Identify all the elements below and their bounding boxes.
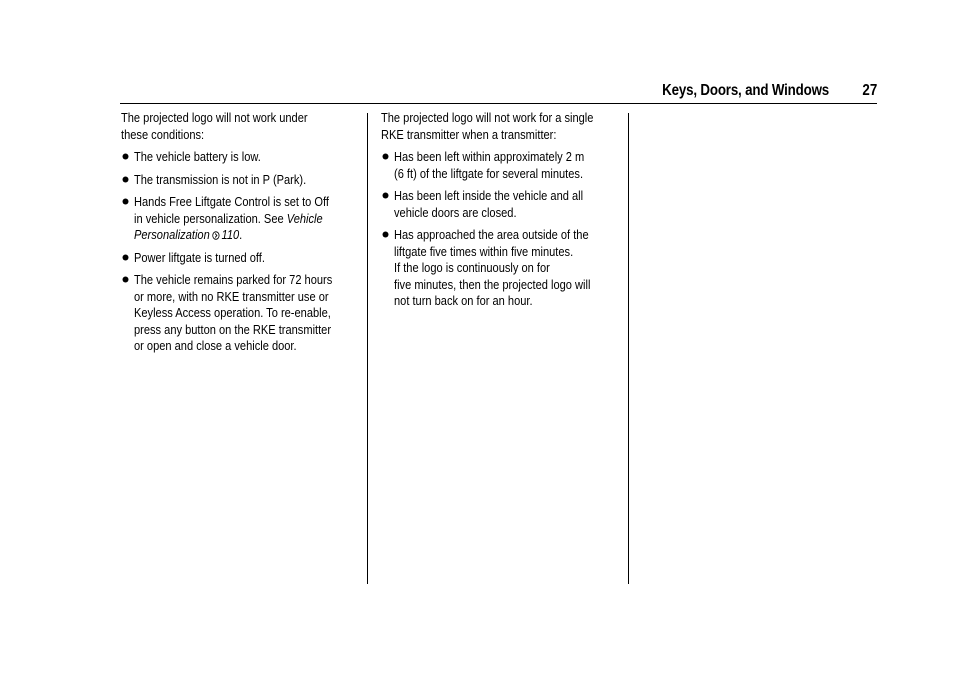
text-line	[134, 211, 321, 228]
cross-reference-link[interactable]: Personalization	[134, 227, 210, 242]
text-line	[134, 227, 321, 244]
text-line: Has been left inside the vehicle and all	[394, 188, 584, 203]
page-header	[120, 82, 877, 104]
text-line: Hands Free Liftgate Control is set to Off	[134, 194, 329, 209]
list-item	[381, 227, 617, 310]
text-line: five minutes, then the projected logo will	[394, 276, 591, 292]
text-line: RKE transmitter when a transmitter:	[381, 126, 557, 142]
section-title: Keys, Doors, and Windows	[662, 82, 829, 99]
text-fragment: .	[239, 227, 243, 242]
column-divider-right	[628, 113, 629, 584]
text-fragment: in vehicle personalization. See	[134, 210, 287, 226]
cross-reference-link[interactable]: Vehicle	[286, 210, 323, 226]
text-line: (6 ft) of the liftgate for several minutes.	[394, 165, 584, 181]
list-item	[121, 272, 357, 355]
transmitter-conditions-list	[381, 149, 617, 310]
conditions-list	[121, 149, 357, 355]
round-bullet-icon	[122, 276, 129, 283]
list-item	[121, 149, 357, 166]
list-item	[121, 250, 357, 267]
column-1	[121, 110, 357, 361]
page-reference-arrow-icon	[212, 228, 220, 237]
header-rule	[120, 103, 877, 104]
text-line: Has been left within approximately 2 m	[394, 149, 585, 164]
round-bullet-icon	[382, 192, 389, 199]
text-line: or open and close a vehicle door.	[134, 338, 297, 353]
text-line: Has approached the area outside of the	[394, 227, 589, 242]
column-divider-left	[367, 113, 368, 584]
text-line: The projected logo will not work for a single	[381, 110, 594, 125]
text-line: not turn back on for an hour.	[394, 293, 533, 308]
page-number: 27	[862, 82, 877, 99]
round-bullet-icon	[122, 153, 129, 160]
list-item	[121, 172, 357, 189]
list-item	[121, 194, 357, 244]
round-bullet-icon	[122, 254, 129, 261]
round-bullet-icon	[122, 176, 129, 183]
text-line: vehicle doors are closed.	[394, 204, 517, 220]
page-reference-number[interactable]: 110	[221, 227, 240, 242]
text-line: press any button on the RKE transmitter	[134, 321, 332, 337]
text-line: liftgate five times within five minutes.	[394, 243, 574, 259]
text-line: Keyless Access operation. To re-enable,	[134, 305, 331, 320]
text-line: The vehicle remains parked for 72 hours	[134, 272, 333, 287]
round-bullet-icon	[382, 231, 389, 238]
text-line: The vehicle battery is low.	[134, 149, 261, 164]
text-line: The projected logo will not work under	[121, 110, 308, 125]
round-bullet-icon	[122, 198, 129, 205]
intro-paragraph	[381, 110, 617, 143]
text-line: these conditions:	[121, 126, 205, 142]
text-line: If the logo is continuously on for	[394, 260, 550, 275]
text-line: The transmission is not in P (Park).	[134, 171, 307, 187]
column-2	[381, 110, 617, 316]
list-item	[381, 188, 617, 221]
list-item	[381, 149, 617, 182]
intro-paragraph	[121, 110, 357, 143]
round-bullet-icon	[382, 153, 389, 160]
text-line: Power liftgate is turned off.	[134, 249, 265, 265]
text-line: or more, with no RKE transmitter use or	[134, 288, 329, 304]
